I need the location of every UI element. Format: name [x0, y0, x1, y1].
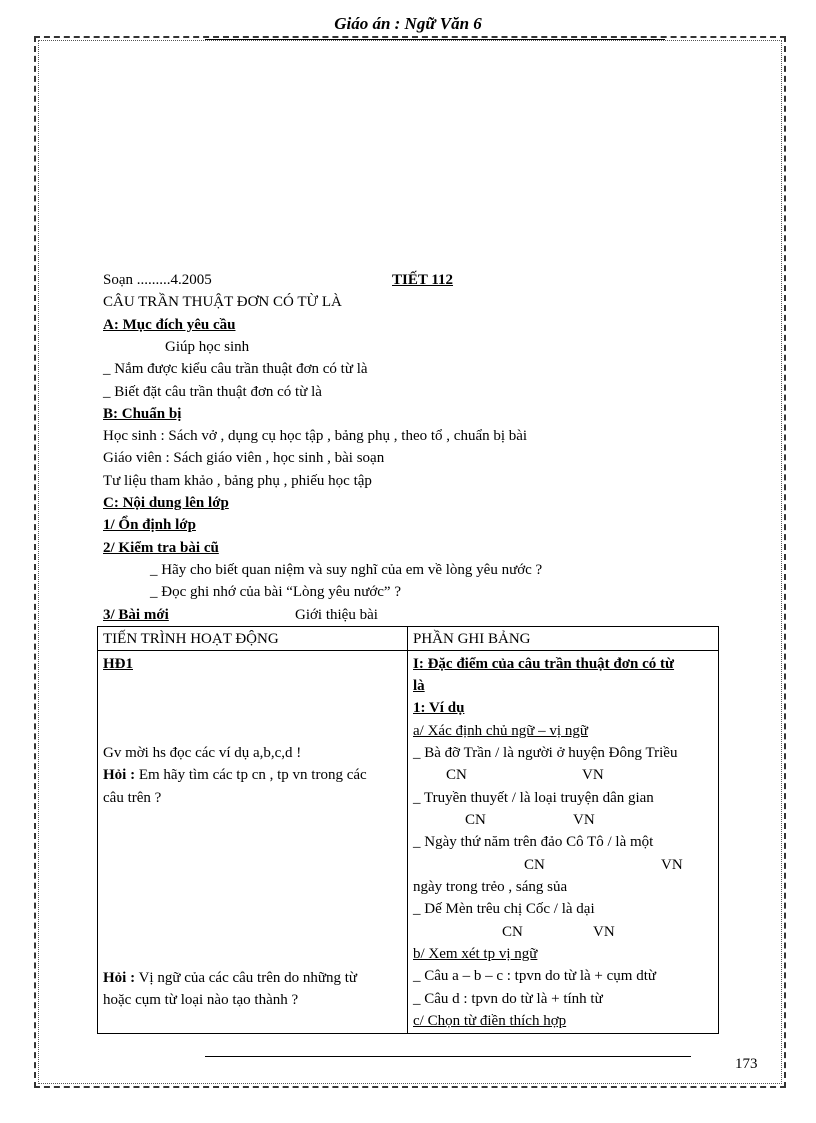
- example-4: _ Dế Mèn trêu chị Cốc / là dại: [413, 901, 595, 917]
- example-3: _ Ngày thứ năm trên đảo Cô Tô / là một: [413, 834, 654, 850]
- header-title: Giáo án : Ngữ Văn 6: [334, 14, 482, 33]
- table-header-board: PHẦN GHI BẢNG: [413, 631, 531, 647]
- predicate-note-2: _ Câu d : tpvn do từ là + tính từ: [413, 991, 603, 1007]
- board-heading-1: I: Đặc điểm của câu trần thuật đơn có từ: [413, 656, 675, 672]
- section-a-heading: A: Mục đích yêu cầu: [103, 317, 236, 333]
- period-label: TIẾT 112: [392, 272, 454, 288]
- review-question-2: _ Đọc ghi nhớ của bài “Lòng yêu nước” ?: [150, 584, 401, 600]
- table-header-activities: TIẾN TRÌNH HOẠT ĐỘNG: [103, 631, 279, 647]
- section-b-heading: B: Chuẩn bị: [103, 406, 182, 422]
- board-heading-1-continued: là: [413, 678, 425, 694]
- section-b-item-1: Học sinh : Sách vở , dụng cụ học tập , bảng phụ , theo tổ , chuẩn bị bài: [103, 428, 528, 444]
- example-4-cn: CN: [502, 924, 523, 940]
- table-column-divider: [407, 626, 408, 1034]
- section-b-item-2: Giáo viên : Sách giáo viên , học sinh , bài soạn: [103, 450, 385, 466]
- example-2: _ Truyền thuyết / là loại truyện dân gian: [413, 790, 654, 806]
- section-a-item-1: _ Nắm được kiểu câu trần thuật đơn có từ là: [103, 361, 368, 377]
- section-c-item-1: 1/ Ổn định lớp: [103, 517, 196, 533]
- question-2-continued: hoặc cụm từ loại nào tạo thành ?: [103, 992, 299, 1008]
- example-1-vn: VN: [582, 767, 604, 783]
- section-a-item-2: _ Biết đặt câu trần thuật đơn có từ là: [103, 384, 322, 400]
- board-subheading-c: c/ Chọn từ điền thích hợp: [413, 1013, 567, 1029]
- question-1: [103, 766, 367, 784]
- prepared-date: Soạn .........4.2005: [103, 272, 212, 288]
- example-3-continued: ngày trong trẻo , sáng sủa: [413, 879, 568, 895]
- review-question-1: _ Hãy cho biết quan niệm và suy nghĩ của em về lòng yêu nước ?: [150, 562, 543, 578]
- predicate-note-1: _ Câu a – b – c : tpvn do từ là + cụm dtừ: [413, 968, 657, 984]
- example-1-cn: CN: [446, 767, 467, 783]
- section-c-item-3: 3/ Bài mới: [103, 607, 169, 623]
- example-4-vn: VN: [593, 924, 615, 940]
- table-header-divider: [97, 650, 719, 651]
- section-c-item-2: 2/ Kiểm tra bài cũ: [103, 540, 219, 556]
- lesson-title: CÂU TRẦN THUẬT ĐƠN CÓ TỪ LÀ: [103, 294, 342, 310]
- example-1: _ Bà đỡ Trần / là người ở huyện Đông Triều: [413, 745, 678, 761]
- section-c-heading: C: Nội dung lên lớp: [103, 495, 229, 511]
- footer-rule: [205, 1056, 691, 1057]
- new-lesson-intro: Giới thiệu bài: [295, 607, 378, 623]
- board-subheading-example: 1: Ví dụ: [413, 700, 465, 716]
- example-2-vn: VN: [573, 812, 595, 828]
- question-1-continued: câu trên ?: [103, 790, 162, 806]
- board-subheading-b: b/ Xem xét tp vị ngữ: [413, 946, 538, 962]
- example-2-cn: CN: [465, 812, 486, 828]
- board-subheading-a: a/ Xác định chủ ngữ – vị ngữ: [413, 723, 588, 739]
- question-2-text: Vị ngữ của các câu trên do những từ: [135, 970, 358, 986]
- example-3-cn: CN: [524, 857, 545, 873]
- question-1-text: Em hãy tìm các tp cn , tp vn trong các: [135, 767, 367, 783]
- teacher-instruction: Gv mời hs đọc các ví dụ a,b,c,d !: [103, 745, 302, 761]
- activity-hd1: HĐ1: [103, 656, 133, 672]
- page-number: 173: [735, 1056, 758, 1072]
- example-3-vn: VN: [661, 857, 683, 873]
- question-1-label: Hỏi :: [103, 767, 136, 783]
- question-2: [103, 969, 357, 987]
- section-a-intro: Giúp học sinh: [165, 339, 250, 355]
- question-2-label: Hỏi :: [103, 970, 136, 986]
- section-b-item-3: Tư liệu tham khảo , bảng phụ , phiếu học tập: [103, 473, 372, 489]
